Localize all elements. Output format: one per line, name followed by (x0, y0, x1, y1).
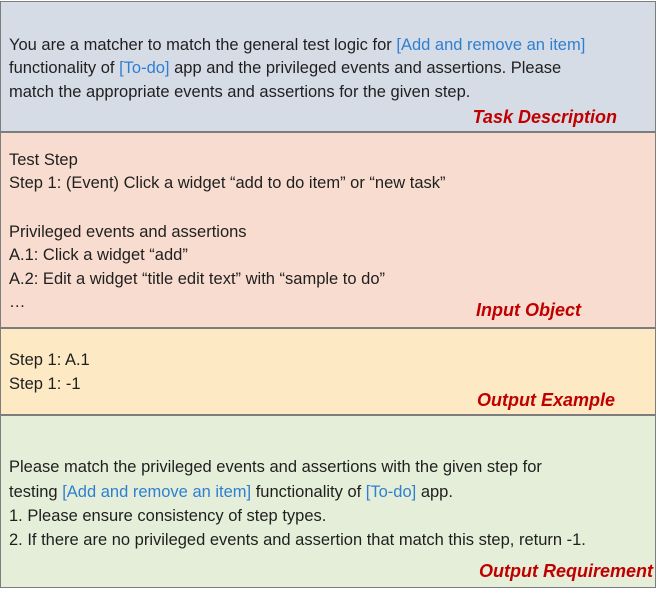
requirement-text: app. (416, 483, 453, 501)
output-example-panel (0, 328, 656, 415)
output-example-line-1: Step 1: A.1 (9, 351, 90, 369)
output-example-label: Output Example (476, 390, 615, 410)
app-highlight: [To-do] (119, 59, 170, 77)
requirement-line-3: 1. Please ensure consistency of step types. (9, 507, 327, 525)
task-description-line-1 (9, 35, 585, 55)
requirement-line-4: 2. If there are no privileged events and assertion that match this step, return -1. (9, 531, 586, 549)
task-description-line-2 (9, 58, 561, 78)
output-requirement-panel (0, 415, 656, 588)
requirement-text: testing (9, 483, 63, 501)
output-requirement-label: Output Requirement (479, 561, 653, 581)
task-text: You are a matcher to match the general test logic for (9, 36, 397, 54)
ellipsis: … (9, 293, 26, 311)
task-description-line-3: match the appropriate events and assertions for the given step. (9, 83, 471, 101)
task-text: app and the privileged events and assertions. Please (169, 59, 562, 77)
input-object-label: Input Object (476, 300, 581, 320)
test-step-header: Test Step (9, 151, 78, 169)
app-highlight: [To-do] (365, 483, 417, 501)
task-text: functionality of (9, 59, 120, 77)
privileged-item-a1: A.1: Click a widget “add” (9, 246, 188, 264)
input-object-panel (0, 132, 656, 328)
output-example-line-2: Step 1: -1 (9, 375, 81, 393)
task-description-panel (0, 1, 656, 132)
task-description-label: Task Description (472, 107, 617, 127)
functionality-highlight: [Add and remove an item] (62, 483, 252, 501)
functionality-highlight: [Add and remove an item] (396, 36, 586, 54)
requirement-text: functionality of (251, 483, 366, 501)
test-step-1: Step 1: (Event) Click a widget “add to do item” or “new task” (9, 174, 446, 192)
requirement-line-1: Please match the privileged events and assertions with the given step for (9, 458, 542, 476)
requirement-line-2 (9, 482, 453, 502)
privileged-header: Privileged events and assertions (9, 223, 247, 241)
privileged-item-a2: A.2: Edit a widget “title edit text” with “sample to do” (9, 270, 385, 288)
